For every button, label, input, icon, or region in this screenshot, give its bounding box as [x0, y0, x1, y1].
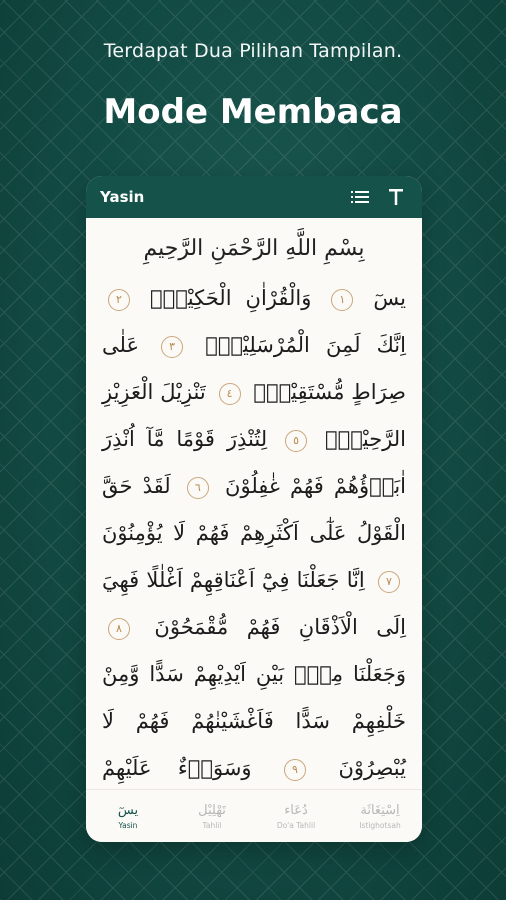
text-size-icon[interactable]: [384, 185, 408, 209]
ayah-text[interactable]: لِتُنْذِرَ قَوْمًا مَّآ اُنْذِرَ اٰبَاۤؤُهُمْ فَهُمْ غٰفِلُوْنَ: [102, 427, 406, 498]
nav-item-do-a-tahlil[interactable]: [254, 790, 338, 842]
ayah-number-marker: ٥: [285, 430, 307, 452]
ayah-number-marker: ٨: [108, 618, 130, 640]
nav-item-glyph: تَهْلِيْل: [198, 802, 226, 818]
ayah-text[interactable]: عَلٰى صِرَاطٍ مُّسْتَقِيْمٍۗ: [102, 333, 406, 404]
ayah-text[interactable]: تَنْزِيْلَ الْعَزِيْزِ الرَّحِيْمِۙ: [102, 380, 406, 451]
ayah-text[interactable]: وَجَعَلْنَا مِنْۢ بَيْنِ اَيْدِيْهِمْ سَدًّا وَّمِنْ خَلْفِهِمْ سَدًّا فَاَغْشَيْنٰهُمْ فَهُمْ لَا يُبْصِرُوْنَ: [102, 662, 406, 780]
list-icon[interactable]: [348, 185, 372, 209]
verse-text: [86, 261, 422, 790]
bottom-navigation: [86, 789, 422, 842]
headline-subtitle: Terdapat Dua Pilihan Tampilan.: [103, 40, 403, 62]
ayah-text[interactable]: يسٓ: [359, 286, 406, 310]
ayah-text[interactable]: لَقَدْ حَقَّ الْقَوْلُ عَلٰٓى اَكْثَرِهِمْ فَهُمْ لَا يُؤْمِنُوْنَ: [102, 474, 406, 545]
ayah-number-marker: ٤: [219, 383, 241, 405]
ayah-text[interactable]: وَسَوَاۤءٌ عَلَيْهِمْ: [102, 756, 252, 780]
reading-pane[interactable]: [86, 218, 422, 790]
ayah-text[interactable]: وَالْقُرْاٰنِ الْحَكِيْمِۙ: [136, 286, 312, 310]
ayah-number-marker: ٦: [187, 477, 209, 499]
ayah-number-marker: ٢: [108, 289, 130, 311]
ayah-number-marker: ٣: [161, 336, 183, 358]
nav-item-label: Tahlil: [202, 820, 222, 830]
ayah-number-marker: ٧: [378, 571, 400, 593]
ayah-number-marker: ٩: [284, 759, 306, 781]
nav-item-label: Yasin: [118, 820, 138, 830]
ayah-text[interactable]: اِنَّا جَعَلْنَا فِيْٓ اَعْنَاقِهِمْ اَغْلٰلًا فَهِيَ اِلَى الْاَذْقَانِ فَهُمْ مُّقْمَحُوْنَ: [102, 568, 406, 639]
ayah-number-marker: ١: [331, 289, 353, 311]
nav-item-yasin[interactable]: [86, 790, 170, 842]
nav-item-glyph: يسٓ: [117, 802, 139, 818]
nav-item-label: Do'a Tahlil: [276, 820, 316, 830]
nav-item-istighotsah[interactable]: [338, 790, 422, 842]
phone-screen: [86, 176, 422, 842]
headline-title: Mode Membaca: [103, 92, 403, 132]
ayah-text[interactable]: اِنَّكَ لَمِنَ الْمُرْسَلِيْنَۙ: [189, 333, 406, 357]
nav-item-tahlil[interactable]: [170, 790, 254, 842]
nav-item-glyph: دُعَاء: [284, 802, 308, 818]
bismillah: بِسْمِ اللَّهِ الرَّحْمَنِ الرَّحِيمِ: [143, 236, 365, 261]
surah-title: Yasin: [100, 188, 145, 206]
nav-item-glyph: اِسْتِغَاثَة: [360, 802, 400, 818]
app-bar: [86, 176, 422, 218]
nav-item-label: Istighotsah: [359, 820, 401, 830]
